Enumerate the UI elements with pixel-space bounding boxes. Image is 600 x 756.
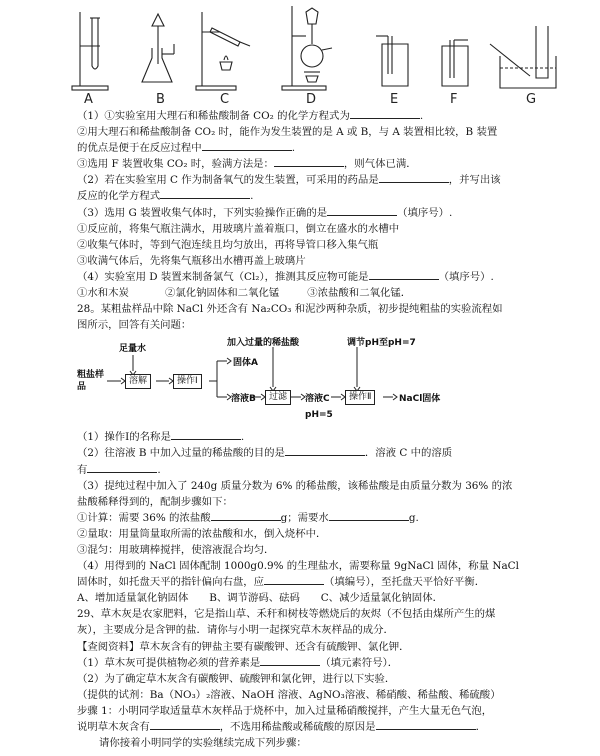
q27-3: （3）选用 G 装置收集气体时，下列实验操作正确的是 （填序号）. — [77, 206, 453, 219]
q28-3-step1: ①计算：需要 36% 的浓盐酸 g；需要水 g. — [77, 511, 419, 524]
q28-3-cont: 盐酸稀释得到的，配制步骤如下： — [77, 495, 233, 508]
q29-step1-cont: 说明草木灰含有 ，不选用稀盐酸或稀硫酸的原因是 ． — [77, 721, 486, 733]
q28-intro: 28。某粗盐样品中除 NaCl 外还含有 Na₂CO₃ 和泥沙两种杂质，初步提纯粗盐的实验流程如 — [77, 303, 503, 316]
q29-reference: 【查阅资料】草木灰含有的钾盐主要有碳酸钾、还含有硫酸钾、氯化钾． — [77, 640, 410, 653]
q27-3-option-1: ①反应前，将集气瓶注满水，用玻璃片盖着瓶口，倒立在盛水的水槽中 — [77, 222, 400, 235]
apparatus-g — [490, 26, 556, 88]
label-b: B — [156, 92, 165, 107]
apparatus-d — [282, 6, 332, 90]
q28-2-cont: 有 . — [77, 463, 161, 476]
q28-intro-cont: 图所示，回答有关问题： — [77, 319, 192, 332]
q27-3-option-3: ③收满气体后，先将集气瓶移出水槽再盖上玻璃片 — [77, 254, 306, 267]
q29-step1: 步骤 1：小明同学取适量草木灰样品于烧杯中，加入过量稀硝酸搅拌，产生大量无色气泡， — [77, 704, 493, 717]
q28-2: （2）往溶液 B 中加入过量的稀盐酸的目的是 ．溶液 C 中的溶质 — [77, 447, 453, 460]
q27-2: （2）若在实验室用 C 作为制备氧气的发生装置，可采用的药品是 ，并写出该 — [77, 174, 501, 187]
flow-sol-b: 溶液B — [231, 394, 256, 405]
flow-water: 足量水 — [119, 344, 147, 355]
q29-2: （2）为了确定草木灰含有碳酸钾、硫酸钾和氯化钾，进行以下实验． — [77, 672, 396, 685]
flow-sample: 粗盐样品 — [77, 370, 105, 393]
q28-4-options: A、增加适量氯化钠固体 B、调节游码、砝码 C、减少适量氯化钠固体． — [77, 592, 443, 605]
q27-1-equation: （1）①实验室用大理石和稀盐酸制备 CO₂ 的化学方程式为 . — [77, 110, 424, 122]
q29-continue: 请你接着小明同学的实验继续完成下列步骤： — [99, 737, 307, 750]
q27-2-cont: 反应的化学方程式 . — [77, 190, 254, 203]
flow-op2: 操作Ⅱ — [345, 390, 375, 405]
flow-ph: 调节pH至pH=7 — [347, 338, 416, 349]
q27-4: （4）实验室用 D 装置来制备氯气（Cl₂），推测其反应物可能是 （填序号）. — [77, 270, 494, 283]
label-a: A — [84, 92, 93, 107]
q28-1: （1）操作Ⅰ的名称是 . — [77, 431, 245, 444]
flow-dissolve: 溶解 — [125, 374, 151, 389]
q28-3-step2: ②量取：用量筒量取所需的浓盐酸和水，倒入烧杯中． — [77, 527, 327, 540]
q27-4-options: ①水和木炭 ②氯化钠固体和二氧化锰 ③浓盐酸和二氧化锰． — [77, 287, 412, 300]
flow-acid: 加入过量的稀盐酸 — [227, 338, 300, 349]
question-text — [77, 108, 577, 751]
q29-reagents: （提供的试剂：Ba（NO₃）₂溶液、NaOH 溶液、AgNO₃溶液、稀硝酸、稀盐酸、稀硫酸） — [77, 688, 501, 701]
label-c: C — [220, 92, 230, 107]
q29-intro-cont: 灰），主要成分是含钾的盐．请你与小明一起探究草木灰样品的成分． — [77, 624, 394, 637]
apparatus-c — [196, 12, 250, 90]
label-e: E — [390, 92, 399, 107]
apparatus-a — [72, 12, 108, 90]
flow-op1: 操作Ⅰ — [173, 374, 202, 389]
flow-ph-c: pH=5 — [305, 410, 333, 421]
label-f: F — [450, 92, 458, 107]
flow-filter: 过滤 — [265, 390, 291, 405]
q28-4-cont: 固体时，如托盘天平的指针偏向右盘，应 （填编号），至托盘天平恰好平衡． — [77, 576, 486, 589]
q27-1-b-advantage: ②用大理石和稀盐酸制备 CO₂ 时，能作为发生装置的是 A 或 B，与 A 装置相比较，B 装置 — [77, 126, 498, 139]
apparatus-f — [442, 40, 468, 86]
q28-3: （3）提纯过程中加入了 240g 质量分数为 6% 的稀盐酸，该稀盐酸是由质量分数为 36% 的浓 — [77, 479, 513, 492]
label-g: G — [526, 92, 537, 107]
q28-4: （4）用得到的 NaCl 固体配制 1000g0.9% 的生理盐水，需要称量 9gNaCl 固体，称量 NaCl — [77, 560, 519, 573]
salt-flowchart — [77, 333, 577, 429]
q27-1-verify: ③选用 F 装置收集 CO₂ 时，验满方法是： ，则气体已满． — [77, 158, 417, 171]
apparatus-drawing — [70, 4, 570, 108]
apparatus-figure — [70, 4, 570, 108]
q28-3-step3: ③混匀：用玻璃棒搅拌，使溶液混合均匀． — [77, 543, 275, 556]
flow-solid-a: 固体A — [233, 358, 258, 369]
apparatus-b — [142, 14, 174, 82]
q27-3-option-2: ②收集气体时，等到气泡连续且均匀放出，再将导管口移入集气瓶 — [77, 238, 379, 251]
apparatus-e — [376, 36, 408, 86]
q29-intro: 29、草木灰是农家肥料，它是指山草、禾秆和树枝等燃烧后的灰烬（不包括由煤所产生的煤 — [77, 608, 496, 621]
label-d: D — [306, 92, 317, 107]
q27-1-b-advantage-cont: 的优点是便于在反应过程中 . — [77, 142, 295, 155]
flow-product: NaCl固体 — [399, 394, 441, 405]
flow-sol-c: 溶液C — [305, 394, 330, 405]
q29-1: （1）草木灰可提供植物必须的营养素是 （填元素符号）． — [77, 656, 399, 669]
